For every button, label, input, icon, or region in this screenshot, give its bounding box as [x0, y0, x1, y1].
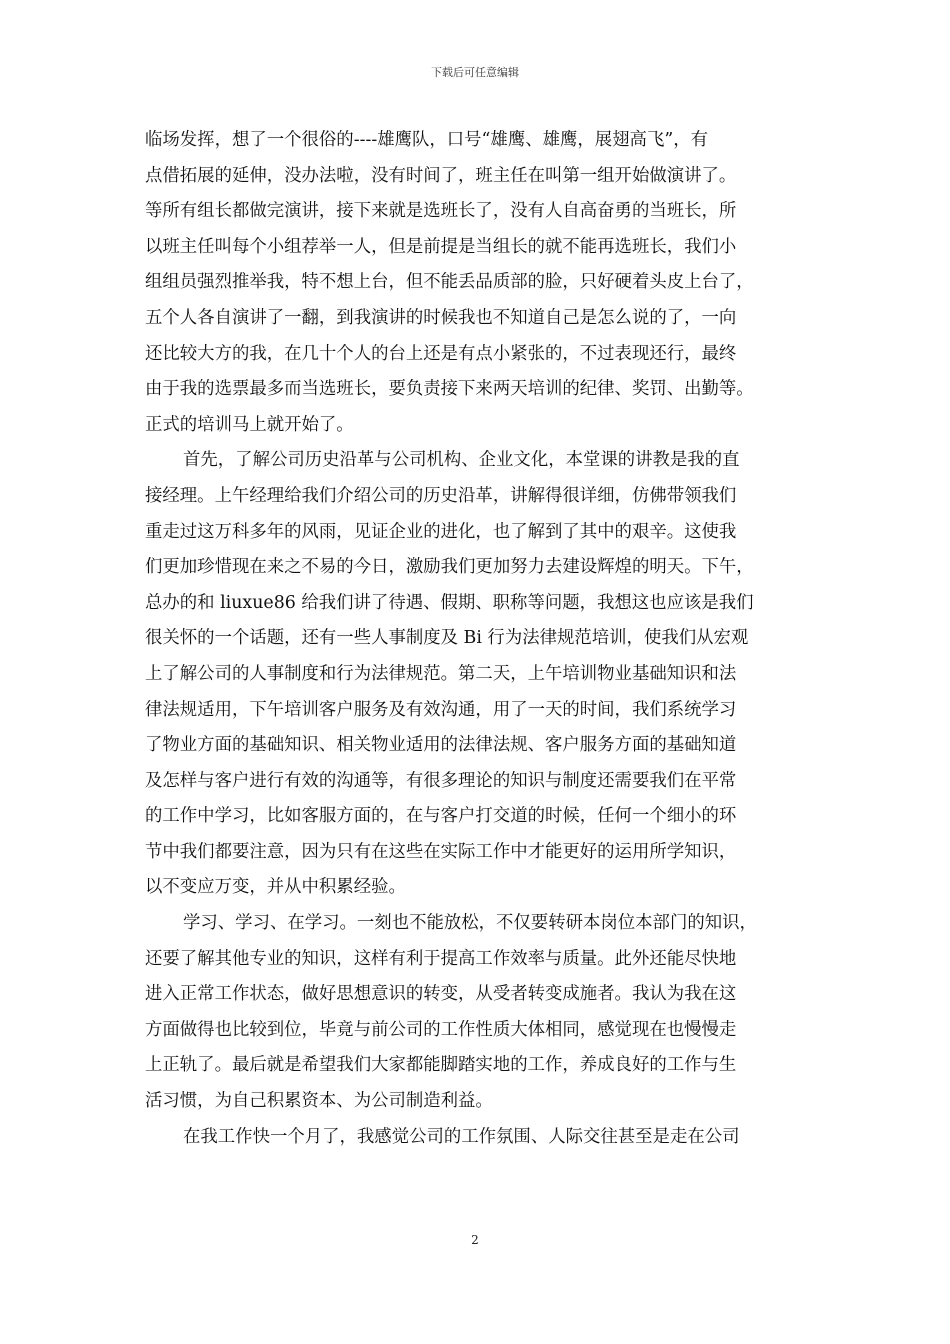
paragraph-1 [145, 123, 811, 443]
document-body [145, 123, 811, 1155]
text-line: 在我工作快一个月了，我感觉公司的工作氛围、人际交往甚至是走在公司 [183, 1126, 740, 1147]
text-line: 了物业方面的基础知识、相关物业适用的法律法规、客户服务方面的基础知道 [145, 735, 737, 756]
text-line: 学习、学习、在学习。一刻也不能放松，不仅要转研本岗位本部门的知识， [183, 913, 757, 934]
text-line: 还比较大方的我，在几十个人的台上还是有点小紧张的，不过表现还行，最终 [145, 343, 737, 364]
text-line: 以班主任叫每个小组荐举一人，但是前提是当组长的就不能再选班长，我们小 [145, 236, 737, 257]
text-line: 上了解公司的人事制度和行为法律规范。第二天，上午培训物业基础知识和法 [145, 663, 737, 684]
text-line: 进入正常工作状态，做好思想意识的转变，从受者转变成施者。我认为我在这 [145, 984, 737, 1005]
text-line: 还要了解其他专业的知识，这样有利于提高工作效率与质量。此外还能尽快地 [145, 948, 737, 969]
page-header [0, 66, 950, 80]
page-number: 2 [471, 1233, 479, 1247]
text-line: 总办的和 liuxue86 给我们讲了待遇、假期、职称等问题，我想这也应该是我们 [145, 592, 754, 613]
text-line: 节中我们都要注意，因为只有在这些在实际工作中才能更好的运用所学知识， [145, 841, 737, 862]
text-line: 等所有组长都做完演讲，接下来就是选班长了，没有人自高奋勇的当班长，所 [145, 201, 737, 222]
text-line: 由于我的选票最多而当选班长，要负责接下来两天培训的纪律、奖罚、出勤等。 [145, 379, 754, 400]
text-line: 的工作中学习，比如客服方面的，在与客户打交道的时候，任何一个细小的环 [145, 806, 737, 827]
text-line: 很关怀的一个话题，还有一些人事制度及 Bi 行为法律规范培训，使我们从宏观 [145, 628, 749, 649]
text-line: 方面做得也比较到位，毕竟与前公司的工作性质大体相同，感觉现在也慢慢走 [145, 1019, 737, 1040]
text-line: 们更加珍惜现在来之不易的今日，激励我们更加努力去建设辉煌的明天。下午， [145, 557, 754, 578]
text-line: 首先，了解公司历史沿革与公司机构、企业文化，本堂课的讲教是我的直 [183, 450, 740, 471]
text-line: 律法规适用，下午培训客户服务及有效沟通，用了一天的时间，我们系统学习 [145, 699, 737, 720]
paragraph-4 [145, 1120, 811, 1156]
text-line: 接经理。上午经理给我们介绍公司的历史沿革，讲解得很详细，仿佛带领我们 [145, 485, 737, 506]
text-line: 活习惯，为自己积累资本、为公司制造利益。 [145, 1091, 493, 1112]
paragraph-2 [145, 443, 811, 906]
text-line: 正式的培训马上就开始了。 [145, 414, 354, 435]
text-line: 重走过这万科多年的风雨，见证企业的进化，也了解到了其中的艰辛。这使我 [145, 521, 737, 542]
text-line: 组组员强烈推举我，特不想上台，但不能丢品质部的脸，只好硬着头皮上台了， [145, 272, 754, 293]
text-line: 点借拓展的延伸，没办法啦，没有时间了，班主任在叫第一组开始做演讲了。 [145, 165, 737, 186]
text-line: 五个人各自演讲了一翻，到我演讲的时候我也不知道自己是怎么说的了，一向 [145, 307, 737, 328]
text-line: 及怎样与客户进行有效的沟通等，有很多理论的知识与制度还需要我们在平常 [145, 770, 737, 791]
paragraph-3 [145, 906, 811, 1120]
header-text: 下载后可任意编辑 [431, 66, 519, 79]
text-line: 上正轨了。最后就是希望我们大家都能脚踏实地的工作，养成良好的工作与生 [145, 1055, 737, 1076]
text-line: 临场发挥，想了一个很俗的----雄鹰队，口号“雄鹰、雄鹰，展翅高飞”，有 [145, 130, 709, 150]
text-line: 以不变应万变，并从中积累经验。 [145, 877, 406, 898]
page-footer [0, 1233, 950, 1247]
